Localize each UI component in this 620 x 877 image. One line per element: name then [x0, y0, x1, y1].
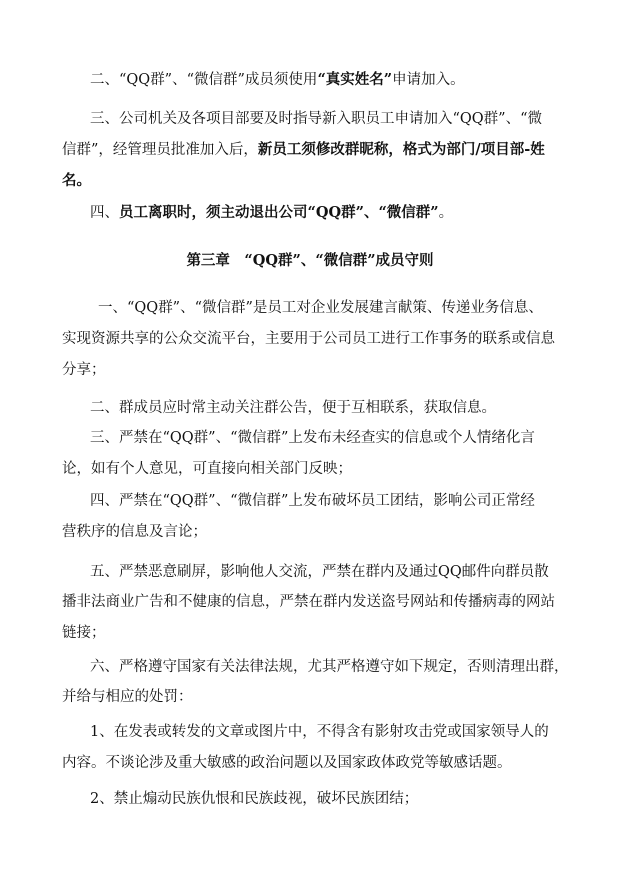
- rule-1-line-3: 分享；: [62, 362, 106, 378]
- rule-6-line-2: 并给与相应的处罚：: [62, 689, 193, 705]
- rule-5-line-3: 链接；: [62, 625, 106, 641]
- item-2-line: [90, 70, 465, 90]
- item-3-line-2-plain: 信群”，经管理员批准加入后，: [62, 142, 258, 158]
- item-2-prefix: 二、“QQ群”、“微信群”成员须使用: [90, 72, 318, 88]
- item-3-line-1: 三、公司机关及各项目部要及时指导新入职员工申请加入“QQ群”、“微: [90, 111, 543, 127]
- rule-6-2-line-1: 2、禁止煽动民族仇恨和民族歧视，破坏民族团结；: [90, 791, 419, 807]
- item-4-suffix: 。: [438, 205, 454, 221]
- rule-1-line-2: 实现资源共享的公众交流平台，主要用于公司员工进行工作事务的联系或信息: [62, 331, 555, 347]
- item-4-prefix: 四、: [90, 205, 119, 221]
- rule-4-line-2: 营秩序的信息及言论；: [62, 524, 207, 540]
- rule-3-line-1: 三、严禁在“QQ群”、“微信群”上发布未经查实的信息或个人情绪化言: [90, 430, 535, 446]
- item-2-suffix: 申请加入。: [392, 72, 465, 88]
- item-4-line: [90, 203, 453, 223]
- item-3-line-2-bold: 新员工须修改群昵称，格式为部门/项目部-姓: [257, 141, 545, 158]
- item-3-line-3: 名。: [62, 172, 91, 189]
- rule-6-1-line-2: 内容。不谈论涉及重大敏感的政治问题以及国家政体政党等敏感话题。: [62, 755, 512, 771]
- item-3-line-2: [62, 140, 545, 160]
- rule-3-line-2: 论，如有个人意见，可直接向相关部门反映；: [62, 461, 352, 477]
- chapter-title: 第三章 “QQ群”、“微信群”成员守则: [186, 252, 434, 269]
- rule-2-line-1: 二、群成员应时常主动关注群公告，便于互相联系，获取信息。: [90, 400, 496, 416]
- rule-4-line-1: 四、严禁在“QQ群”、“微信群”上发布破坏员工团结，影响公司正常经: [90, 493, 535, 509]
- rule-5-line-1: 五、严禁恶意刷屏，影响他人交流，严禁在群内及通过QQ邮件向群员散: [90, 564, 549, 580]
- rule-1-line-1: 一、“QQ群”、“微信群”是员工对企业发展建言献策、传递业务信息、: [98, 300, 543, 316]
- rule-6-1-line-1: 1、在发表或转发的文章或图片中，不得含有影射攻击党或国家领导人的: [90, 724, 549, 740]
- rule-6-line-1: 六、严格遵守国家有关法律法规，尤其严格遵守如下规定，否则清理出群，: [90, 659, 569, 675]
- rule-5-line-2: 播非法商业广告和不健康的信息，严禁在群内发送盗号网站和传播病毒的网站: [62, 594, 555, 610]
- item-4-bold: 员工离职时，须主动退出公司“QQ群”、“微信群”: [119, 204, 439, 221]
- item-2-bold: “真实姓名”: [317, 71, 393, 88]
